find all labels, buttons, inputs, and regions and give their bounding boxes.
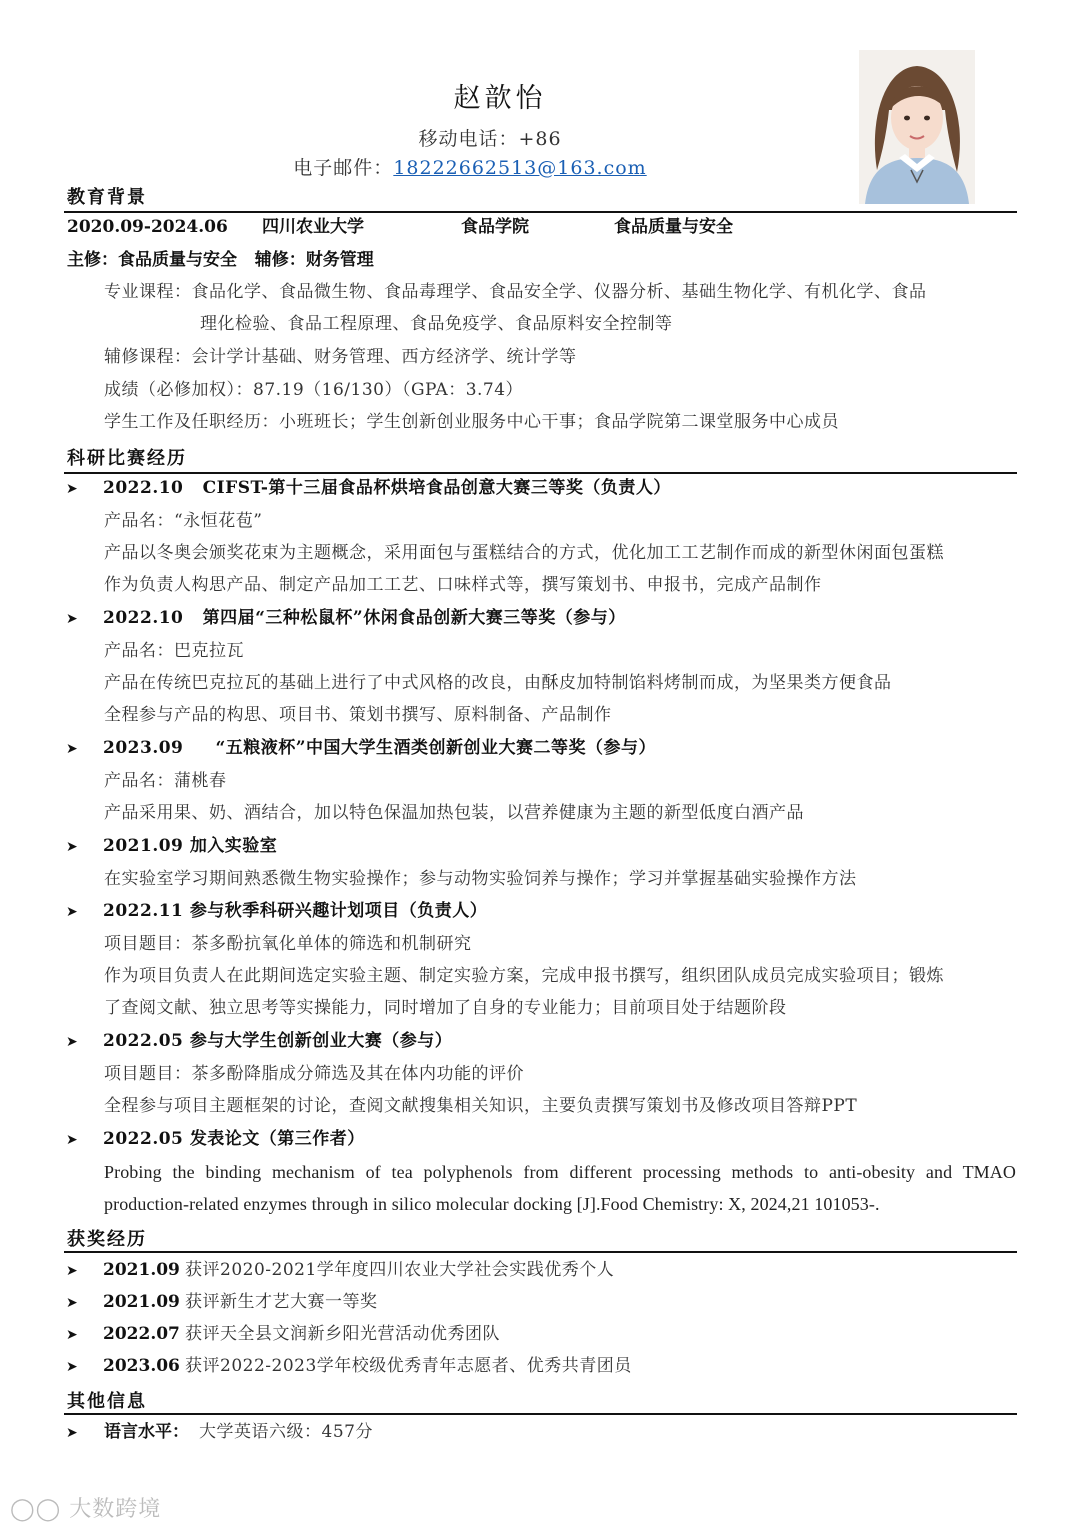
language-label: 语言水平： bbox=[104, 1422, 189, 1442]
phone-label: 移动电话： bbox=[418, 128, 519, 150]
profile-photo bbox=[859, 50, 975, 204]
watermark-logo-icon: ◯◯ bbox=[10, 1497, 62, 1522]
research-item-line: 了查阅文献、独立思考等实操能力，同时增加了自身的专业能力；目前项目处于结题阶段 bbox=[104, 998, 787, 1018]
award-text: 获评2022-2023学年校级优秀青年志愿者、优秀共青团员 bbox=[185, 1356, 632, 1376]
bullet-arrow-icon: ➤ bbox=[66, 1263, 78, 1279]
bullet-arrow-icon: ➤ bbox=[66, 839, 78, 855]
education-grades: 成绩（必修加权）：87.19（16/130）（GPA：3.74） bbox=[104, 380, 524, 400]
bullet-arrow-icon: ➤ bbox=[66, 1034, 78, 1050]
research-item-line: 项目题目：茶多酚降脂成分筛选及其在体内功能的评价 bbox=[104, 1064, 524, 1084]
research-item-heading: 2022.11 参与秋季科研兴趣计划项目（负责人） bbox=[103, 901, 488, 921]
research-item-heading: 2022.05 参与大学生创新创业大赛（参与） bbox=[103, 1031, 453, 1051]
education-roles: 学生工作及任职经历：小班班长；学生创新创业服务中心干事；食品学院第二课堂服务中心成员 bbox=[104, 412, 839, 432]
research-item-line: 全程参与项目主题框架的讨论，查阅文献搜集相关知识，主要负责撰写策划书及修改项目答辩PPT bbox=[104, 1096, 858, 1116]
research-item-line: 项目题目：茶多酚抗氧化单体的筛选和机制研究 bbox=[104, 934, 472, 954]
email-line bbox=[0, 153, 960, 180]
research-item-line: 作为项目负责人在此期间选定实验主题、制定实验方案，完成申报书撰写，组织团队成员完成实验项目；锻炼 bbox=[104, 966, 944, 986]
language-value: 大学英语六级：457分 bbox=[199, 1422, 373, 1442]
paper-citation-line: Probing the binding mechanism of tea polyphenols from different processing methods to anti-obesity and TMAO bbox=[104, 1162, 1016, 1182]
education-courses-line1: 专业课程：食品化学、食品微生物、食品毒理学、食品安全学、仪器分析、基础生物化学、有机化学、食品 bbox=[104, 282, 927, 302]
email-label: 电子邮件： bbox=[293, 157, 394, 179]
section-title-awards: 获奖经历 bbox=[67, 1229, 147, 1250]
bullet-arrow-icon: ➤ bbox=[66, 1132, 78, 1148]
watermark bbox=[10, 1492, 161, 1523]
research-item-line: 作为负责人构思产品、制定产品加工工艺、口味样式等，撰写策划书、申报书，完成产品制作 bbox=[104, 575, 822, 595]
bullet-arrow-icon: ➤ bbox=[66, 1295, 78, 1311]
paper-citation-line: production-related enzymes through in silico molecular docking [J].Food Chemistry: X, 2024,21 101053-. bbox=[104, 1194, 880, 1214]
section-rule bbox=[64, 1413, 1017, 1415]
bullet-arrow-icon: ➤ bbox=[66, 1359, 78, 1375]
section-rule bbox=[64, 211, 1017, 213]
education-minor-courses: 辅修课程：会计学计基础、财务管理、西方经济学、统计学等 bbox=[104, 347, 577, 367]
phone-value: +86 bbox=[518, 128, 562, 150]
research-item-line: 在实验室学习期间熟悉微生物实验操作；参与动物实验饲养与操作；学习并掌握基础实验操作方法 bbox=[104, 869, 857, 889]
bullet-arrow-icon: ➤ bbox=[66, 904, 78, 920]
research-item-line: 产品名：巴克拉瓦 bbox=[104, 641, 244, 661]
award-date: 2022.07 bbox=[103, 1324, 180, 1344]
portrait-illustration bbox=[859, 50, 975, 204]
research-item-heading: 2023.09 “五粮液杯”中国大学生酒类创新创业大赛二等奖（参与） bbox=[103, 738, 657, 758]
watermark-text: 大数跨境 bbox=[69, 1497, 162, 1522]
award-text: 获评天全县文润新乡阳光营活动优秀团队 bbox=[185, 1324, 500, 1344]
education-majors-line: 主修：食品质量与安全 辅修：财务管理 bbox=[67, 250, 374, 270]
award-text: 获评新生才艺大赛一等奖 bbox=[185, 1292, 378, 1312]
research-item-line: 产品采用果、奶、酒结合，加以特色保温加热包装，以营养健康为主题的新型低度白酒产品 bbox=[104, 803, 804, 823]
research-item-line: 产品在传统巴克拉瓦的基础上进行了中式风格的改良，由酥皮加特制馅料烤制而成，为坚果类方便食品 bbox=[104, 673, 892, 693]
candidate-name: 赵歆怡 bbox=[453, 83, 547, 114]
section-rule bbox=[64, 1251, 1017, 1253]
section-rule bbox=[64, 472, 1017, 474]
research-item-line: 全程参与产品的构思、项目书、策划书撰写、原料制备、产品制作 bbox=[104, 705, 612, 725]
bullet-arrow-icon: ➤ bbox=[66, 611, 78, 627]
bullet-arrow-icon: ➤ bbox=[66, 481, 78, 497]
bullet-arrow-icon: ➤ bbox=[66, 1425, 78, 1441]
research-item-line: 产品名：蒲桃春 bbox=[104, 771, 227, 791]
award-date: 2021.09 bbox=[103, 1292, 180, 1312]
bullet-arrow-icon: ➤ bbox=[66, 1327, 78, 1343]
phone-line bbox=[0, 124, 980, 151]
section-title-research: 科研比赛经历 bbox=[67, 448, 187, 469]
research-item-heading: 2021.09 加入实验室 bbox=[103, 836, 278, 856]
award-date: 2023.06 bbox=[103, 1356, 180, 1376]
education-school: 四川农业大学 bbox=[262, 217, 364, 237]
section-title-education: 教育背景 bbox=[67, 187, 147, 208]
research-item-line: 产品以冬奥会颁奖花束为主题概念，采用面包与蛋糕结合的方式，优化加工工艺制作而成的新型休闲面包蛋糕 bbox=[104, 543, 944, 563]
bullet-arrow-icon: ➤ bbox=[66, 741, 78, 757]
education-college: 食品学院 bbox=[461, 217, 529, 237]
research-item-line: 产品名：“永恒花苞” bbox=[104, 511, 263, 531]
research-item-heading: 2022.10 CIFST-第十三届食品杯烘培食品创意大赛三等奖（负责人） bbox=[103, 478, 671, 498]
section-title-other: 其他信息 bbox=[67, 1391, 147, 1412]
education-period: 2020.09-2024.06 bbox=[67, 217, 228, 237]
research-item-heading: 2022.05 发表论文（第三作者） bbox=[103, 1129, 365, 1149]
education-courses-line2: 理化检验、食品工程原理、食品免疫学、食品原料安全控制等 bbox=[200, 314, 673, 334]
award-text: 获评2020-2021学年度四川农业大学社会实践优秀个人 bbox=[185, 1260, 615, 1280]
award-date: 2021.09 bbox=[103, 1260, 180, 1280]
email-link[interactable]: 18222662513@163.com bbox=[393, 157, 647, 179]
research-item-heading: 2022.10 第四届“三种松鼠杯”休闲食品创新大赛三等奖（参与） bbox=[103, 608, 626, 628]
education-major: 食品质量与安全 bbox=[614, 217, 733, 237]
